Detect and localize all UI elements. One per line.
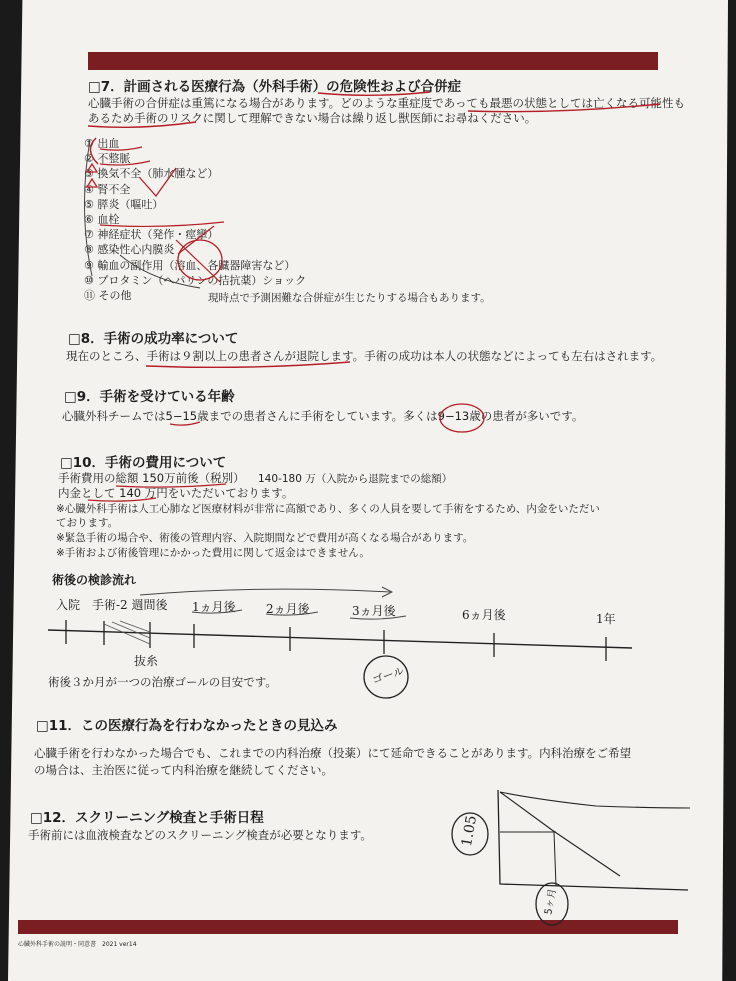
section9-heading: □9．手術を受けている年齢 — [64, 389, 235, 405]
bracket-mark — [90, 138, 98, 164]
list-item: ⑩ プロタミン（ヘパリンの拮抗薬）ショック — [84, 273, 307, 287]
list-item: ⑧ 感染性心内膜炎 — [84, 243, 175, 257]
timeline-label-1year: 1年 — [596, 612, 616, 626]
list-item: ⑥ 血栓 — [84, 213, 120, 227]
list-item: ① 出血 — [84, 137, 120, 150]
circle-mark — [178, 240, 222, 280]
section12-heading: □12．スクリーニング検査と手術日程 — [30, 810, 264, 826]
section7-note: 現時点で予測困難な合併症が生じたりする場合もあります。 — [208, 292, 491, 304]
underline-mark — [88, 498, 156, 501]
handwritten-goal: ゴール — [370, 664, 406, 687]
list-item: ⑨ 輸血の副作用（溶血、各臓器障害など） — [84, 258, 296, 272]
section11-heading: □11．この医療行為を行わなかったときの見込み — [36, 718, 338, 734]
timeline-label-2weeks: 手術-2 週間後 — [92, 598, 168, 612]
arrow-mark — [120, 255, 200, 288]
underline-mark — [88, 122, 196, 127]
underline-mark — [170, 422, 200, 425]
underline-mark — [192, 610, 242, 613]
list-item: ⑤ 膵炎（嘔吐） — [84, 197, 164, 211]
section8-heading: □8．手術の成功率について — [68, 331, 239, 347]
section10-note1: ※心臓外科手術は人工心肺など医療材料が非常に高額であり、多くの人員を要して手術をするため、内金をいただい — [56, 503, 600, 515]
section8-line1: 現在のところ、手術は９割以上の患者さんが退院します。手術の成功は本人の状態などによっても左右はされます。 — [66, 349, 663, 363]
section9-line1: 心臓外科チームでは5−15歳までの患者さんに手術をしています。多くは9−13歳の患者が多いです。 — [62, 409, 584, 423]
circle-mark — [440, 404, 484, 432]
check-mark — [140, 168, 176, 196]
underline-mark — [116, 484, 226, 487]
section10-heading: □10．手術の費用について — [60, 455, 227, 471]
timeline-label-suture-removal: 抜糸 — [134, 654, 159, 668]
section7-line2: あるため手術のリスクに関して理解できない場合は繰り返し獣医師にお尋ねください。 — [88, 111, 537, 125]
underline-mark — [266, 612, 318, 615]
timeline-label-1month: 1ヵ月後 — [192, 600, 236, 614]
list-item: ② 不整脈 — [84, 152, 131, 166]
timeline-label-6months: 6ヵ月後 — [462, 608, 506, 622]
strike-mark — [176, 240, 220, 282]
underline-mark — [468, 104, 660, 112]
bracket-mark — [84, 140, 92, 276]
timeline-label-admission: 入院 — [56, 598, 81, 612]
graph-guide — [554, 832, 556, 886]
section10-note3: ※手術および術後管理にかかった費用に関して返金はできません。 — [56, 547, 370, 559]
section10-deposit: 内金として 140 万円をいただいております。 — [58, 486, 294, 500]
list-item: ③ 換気不全（肺水腫など） — [84, 167, 219, 181]
underline-mark — [100, 222, 224, 226]
graph-axes — [498, 790, 688, 890]
graph-curve — [500, 792, 620, 876]
list-item: ⑦ 神経症状（発作・痙攣） — [84, 228, 219, 242]
timeline-label-3months: 3ヵ月後 — [352, 604, 396, 618]
underline-mark — [350, 616, 406, 619]
triangle-mark — [87, 179, 97, 187]
section7-heading: □7．計画される医療行為（外科手術）の危険性および合併症 — [88, 79, 462, 95]
handwritten-note: 5ヶ月 — [543, 887, 559, 916]
underline-mark — [100, 161, 150, 165]
graph-curve — [500, 792, 690, 808]
section10-total: 手術費用の総額 150万前後（税別） — [58, 471, 245, 485]
section11-line1: 心臓手術を行わなかった場合でも、これまでの内科治療（投薬）にて延命できることがあります。内科治療をご希望 — [34, 746, 632, 760]
section10-range: 140-180 万（入院から退院までの総額） — [258, 473, 453, 485]
list-item: ④ 腎不全 — [84, 182, 131, 196]
timeline-label-2months: 2ヵ月後 — [266, 602, 310, 616]
section12-line1: 手術前には血液検査などのスクリーニング検査が必要となります。 — [28, 828, 372, 842]
triangle-mark — [87, 164, 97, 172]
section7-line1: 心臓手術の合併症は重篤になる場合があります。どのような重症度であっても最悪の状態としては亡くなる可能性も — [88, 96, 685, 110]
underline-mark — [318, 92, 430, 95]
section10-note2: ※緊急手術の場合や、術後の管理内容、入院期間などで費用が高くなる場合があります。 — [56, 532, 474, 544]
section11-line2: の場合は、主治医に従って内科治療を継続してください。 — [34, 763, 333, 777]
strike-mark — [178, 226, 214, 254]
section10-note1-cont: ております。 — [56, 517, 119, 529]
underline-mark — [146, 362, 350, 367]
timeline-axis — [48, 630, 632, 648]
timeline-heading: 術後の検診流れ — [52, 573, 137, 587]
handwritten-value: 1.05 — [458, 814, 481, 848]
footer-text: 心臓外科手術の説明・同意書 2021 ver14 — [18, 941, 137, 948]
arrow-mark — [140, 589, 390, 595]
timeline-note: 術後３か月が一つの治療ゴールの目安です。 — [48, 675, 277, 689]
list-item: ⑪ その他 — [84, 289, 132, 303]
underline-mark — [100, 147, 142, 150]
